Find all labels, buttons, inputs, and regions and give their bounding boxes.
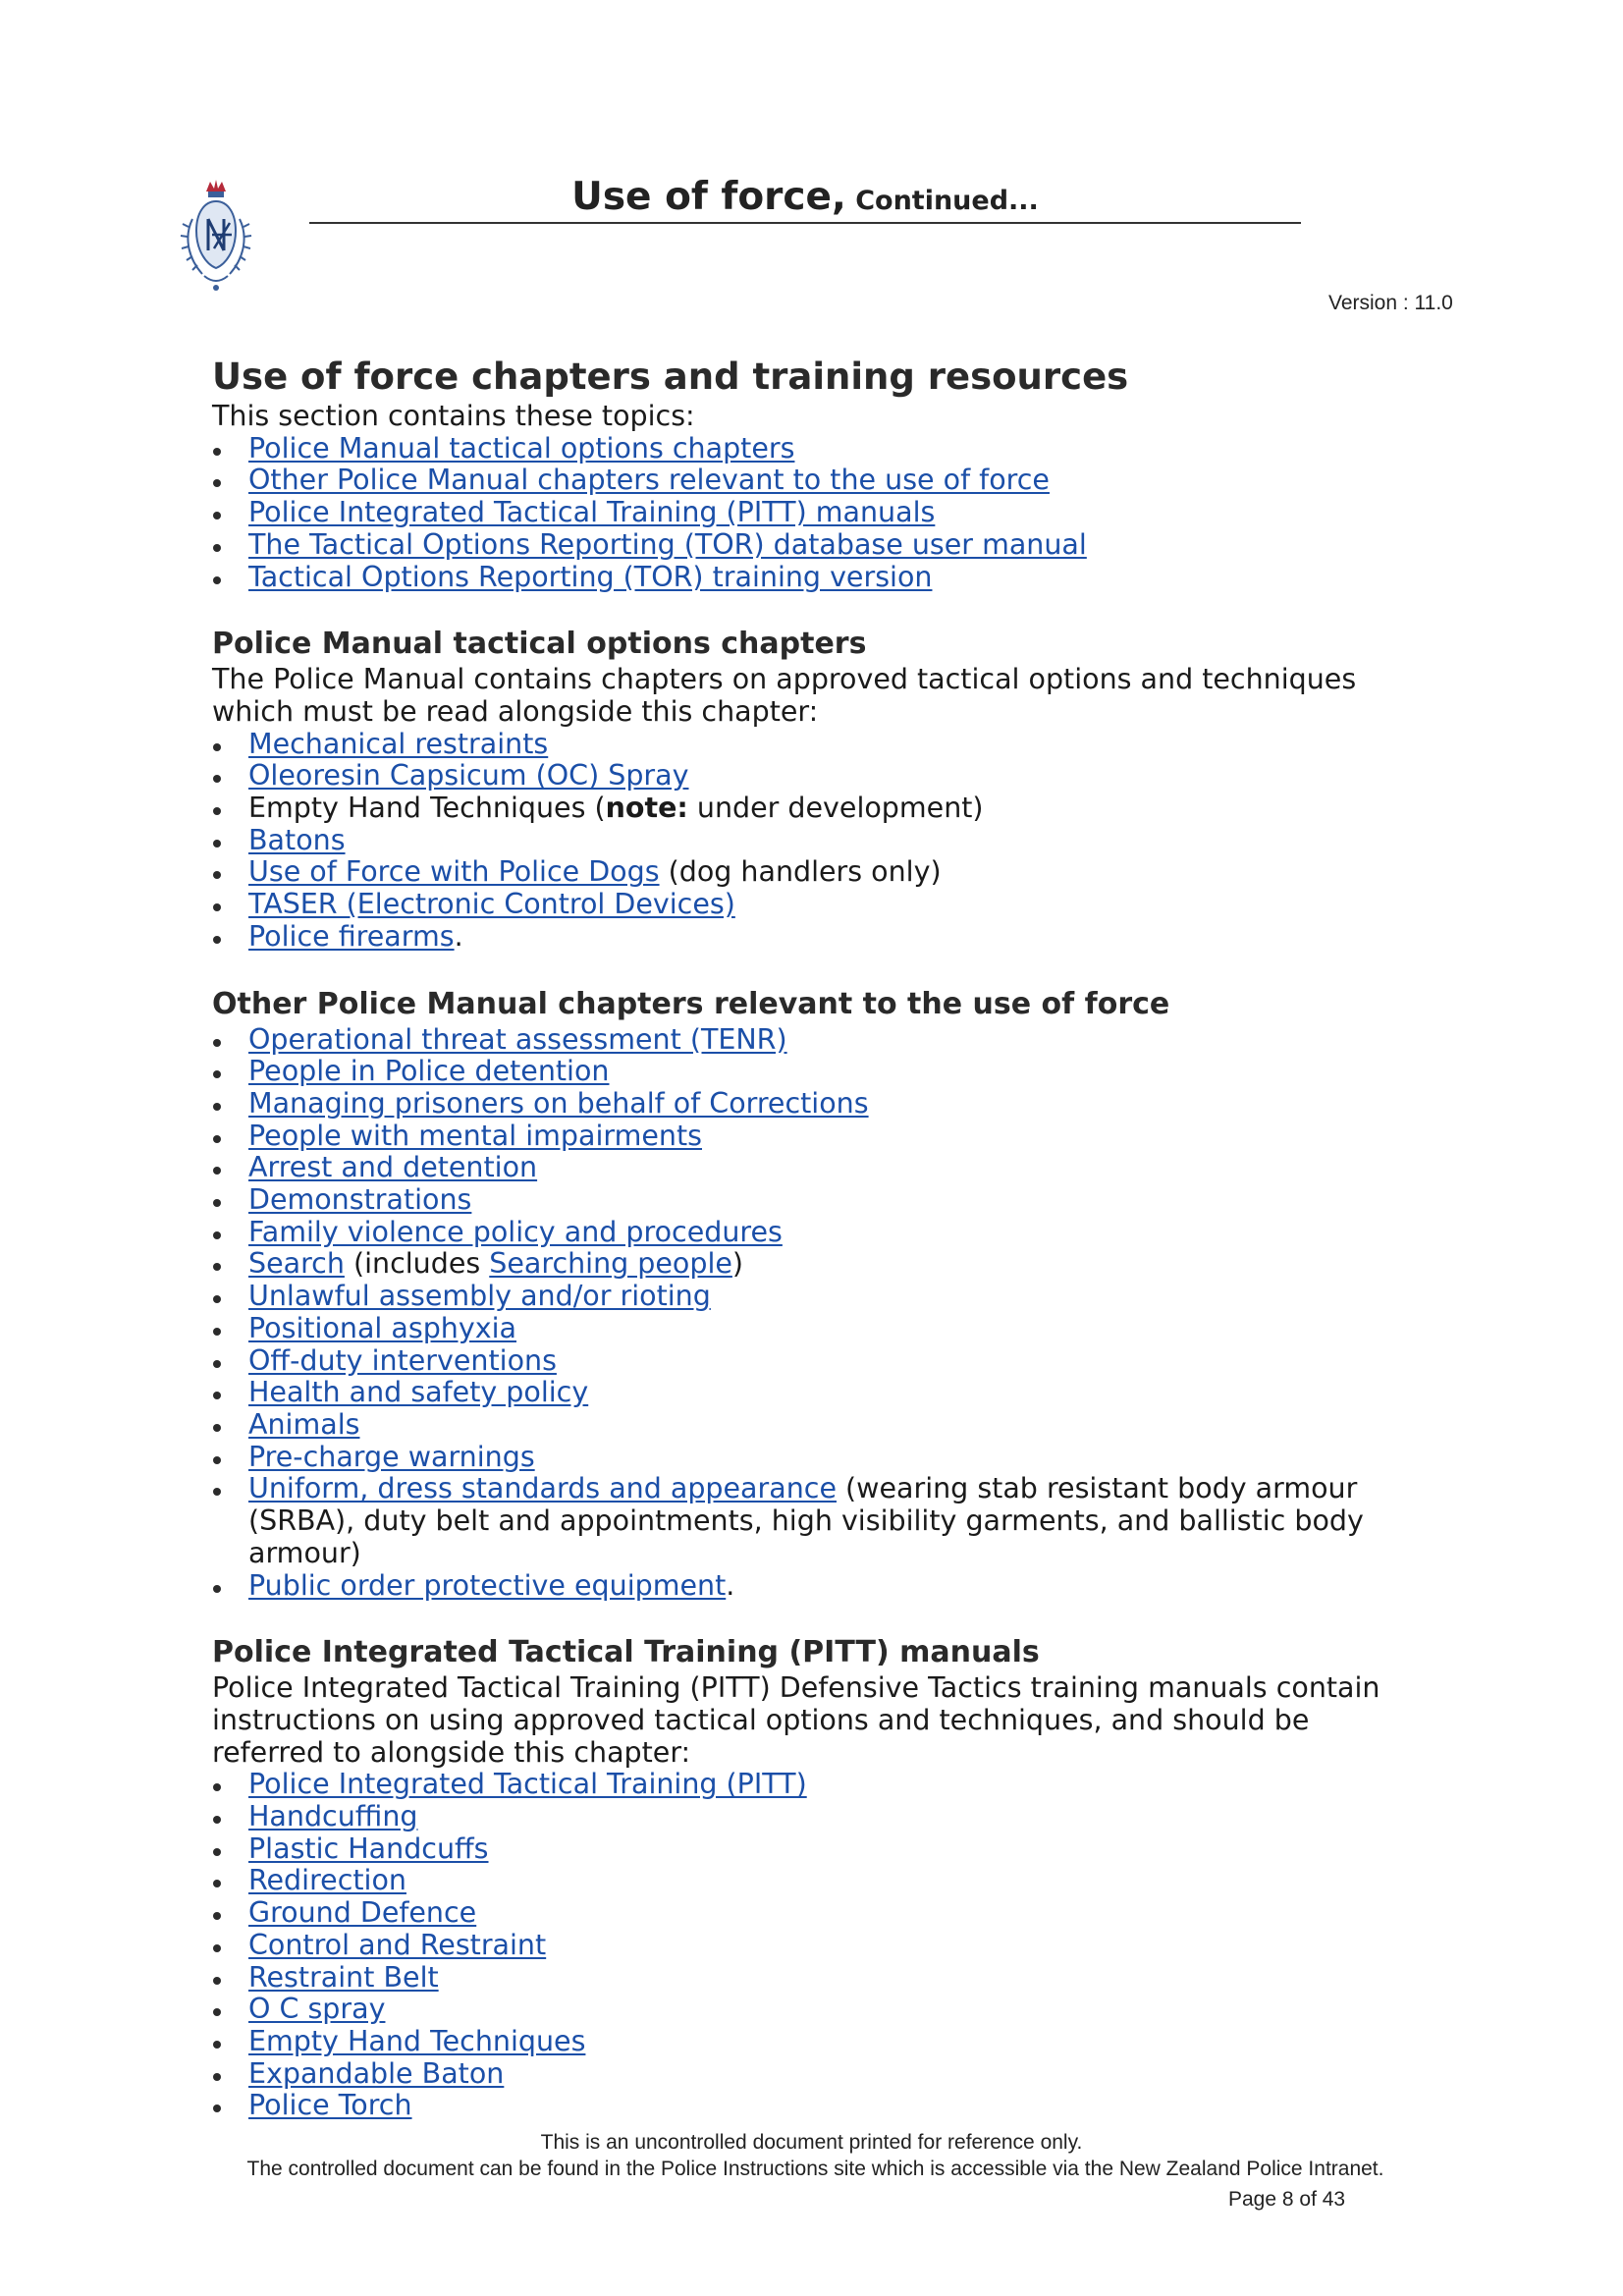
page-header-title xyxy=(309,175,1301,219)
page-footer xyxy=(0,2129,1623,2182)
pitt-list xyxy=(212,1769,1420,2122)
link-redirection[interactable]: Redirection xyxy=(248,1864,406,1897)
link-health-safety[interactable]: Health and safety policy xyxy=(248,1376,589,1409)
list-item xyxy=(212,889,1420,921)
list-item xyxy=(212,1217,1420,1249)
list-item xyxy=(212,2026,1420,2058)
link-batons[interactable]: Batons xyxy=(248,823,346,856)
period: . xyxy=(726,1568,735,1602)
list-item xyxy=(212,433,1420,465)
period: . xyxy=(454,919,463,953)
topic-link-tactical-options[interactable]: Police Manual tactical options chapters xyxy=(248,431,795,465)
list-item xyxy=(212,1184,1420,1217)
list-item xyxy=(212,497,1420,529)
list-item xyxy=(212,2058,1420,2091)
topics-list xyxy=(212,433,1420,594)
link-uniform-dress[interactable]: Uniform, dress standards and appearance xyxy=(248,1472,837,1505)
list-item xyxy=(212,1930,1420,1962)
link-police-dogs[interactable]: Use of Force with Police Dogs xyxy=(248,855,660,889)
pitt-intro: Police Integrated Tactical Training (PITT) Defensive Tactics training manuals contain instructions on using approved tactical options and techniques, and should be referred to alongside this chapter: xyxy=(212,1671,1380,1769)
list-item xyxy=(212,1962,1420,1995)
header-title-continued: Continued... xyxy=(845,186,1039,216)
list-item xyxy=(212,1281,1420,1313)
link-handcuffing[interactable]: Handcuffing xyxy=(248,1800,418,1833)
other-chapters-heading: Other Police Manual chapters relevant to the use of force xyxy=(212,986,1170,1021)
list-item xyxy=(212,1769,1420,1801)
footer-line-2: The controlled document can be found in the Police Instructions site which is accessible via the New Zealand Police Intranet. xyxy=(246,2158,1384,2180)
list-item xyxy=(212,1994,1420,2026)
section-title: Use of force chapters and training resources xyxy=(212,355,1129,398)
link-oc-spray-manual[interactable]: O C spray xyxy=(248,1993,386,2026)
list-item xyxy=(212,793,1420,825)
empty-hand-text: Empty Hand Techniques ( xyxy=(248,792,606,825)
list-item xyxy=(212,825,1420,857)
link-mental-impairments[interactable]: People with mental impairments xyxy=(248,1119,702,1152)
header-title-main: Use of force, xyxy=(571,175,846,219)
tactical-options-intro: The Police Manual contains chapters on approved tactical options and techniques which must be read alongside this chapter: xyxy=(212,663,1357,728)
list-item xyxy=(212,465,1420,497)
list-item xyxy=(212,1248,1420,1281)
link-threat-assessment[interactable]: Operational threat assessment (TENR) xyxy=(248,1022,787,1056)
link-unlawful-assembly[interactable]: Unlawful assembly and/or rioting xyxy=(248,1280,711,1313)
link-animals[interactable]: Animals xyxy=(248,1407,360,1441)
link-pre-charge-warnings[interactable]: Pre-charge warnings xyxy=(248,1440,535,1473)
list-item xyxy=(212,1570,1420,1603)
link-public-order-equipment[interactable]: Public order protective equipment xyxy=(248,1568,727,1602)
header-divider xyxy=(309,222,1301,224)
topic-link-other-chapters[interactable]: Other Police Manual chapters relevant to the use of force xyxy=(248,464,1050,497)
link-plastic-handcuffs[interactable]: Plastic Handcuffs xyxy=(248,1831,489,1865)
link-control-restraint[interactable]: Control and Restraint xyxy=(248,1928,547,1961)
page-number: Page 8 of 43 xyxy=(1228,2188,1346,2211)
list-item xyxy=(212,1833,1420,1866)
link-searching-people[interactable]: Searching people xyxy=(489,1247,732,1281)
list-item xyxy=(212,1121,1420,1153)
link-oc-spray[interactable]: Oleoresin Capsicum (OC) Spray xyxy=(248,759,689,793)
list-item xyxy=(212,1801,1420,1833)
list-item xyxy=(212,562,1420,594)
close-paren: ) xyxy=(731,1247,744,1281)
link-empty-hand-techniques[interactable]: Empty Hand Techniques xyxy=(248,2024,586,2057)
link-off-duty[interactable]: Off-duty interventions xyxy=(248,1343,557,1377)
list-item xyxy=(212,1024,1420,1057)
link-police-firearms[interactable]: Police firearms xyxy=(248,919,455,953)
topic-link-tor-database-manual[interactable]: The Tactical Options Reporting (TOR) database user manual xyxy=(248,527,1087,561)
list-item xyxy=(212,1409,1420,1442)
list-item xyxy=(212,1442,1420,1474)
link-police-torch[interactable]: Police Torch xyxy=(248,2089,412,2122)
tactical-options-list xyxy=(212,729,1420,954)
link-mechanical-restraints[interactable]: Mechanical restraints xyxy=(248,727,549,760)
search-includes: (includes xyxy=(344,1247,490,1281)
link-managing-prisoners[interactable]: Managing prisoners on behalf of Corrections xyxy=(248,1086,869,1120)
link-police-detention[interactable]: People in Police detention xyxy=(248,1055,610,1088)
uniform-note: (wearing stab resistant body armour (SRBA), duty belt and appointments, high visibility garments, and ballistic body armour) xyxy=(248,1472,1364,1569)
other-chapters-list xyxy=(212,1024,1420,1603)
link-restraint-belt[interactable]: Restraint Belt xyxy=(248,1960,439,1994)
list-item xyxy=(212,1897,1420,1930)
tactical-options-heading: Police Manual tactical options chapters xyxy=(212,627,867,662)
pitt-heading: Police Integrated Tactical Training (PITT) manuals xyxy=(212,1635,1040,1670)
list-item xyxy=(212,1865,1420,1897)
link-positional-asphyxia[interactable]: Positional asphyxia xyxy=(248,1311,516,1344)
nz-police-crest-logo xyxy=(175,180,257,296)
police-dogs-note: (dog handlers only) xyxy=(659,855,942,889)
section-intro: This section contains these topics: xyxy=(212,400,695,432)
list-item xyxy=(212,1152,1420,1184)
link-family-violence[interactable]: Family violence policy and procedures xyxy=(248,1215,783,1248)
link-search[interactable]: Search xyxy=(248,1247,345,1281)
empty-hand-rest: under development) xyxy=(687,792,984,825)
list-item xyxy=(212,1377,1420,1409)
topic-link-tor-training[interactable]: Tactical Options Reporting (TOR) training version xyxy=(248,560,933,593)
link-arrest-detention[interactable]: Arrest and detention xyxy=(248,1151,538,1184)
version-label: Version : 11.0 xyxy=(1328,292,1453,314)
list-item xyxy=(212,529,1420,562)
link-demonstrations[interactable]: Demonstrations xyxy=(248,1183,472,1217)
list-item xyxy=(212,1056,1420,1088)
list-item xyxy=(212,1345,1420,1378)
list-item xyxy=(212,729,1420,761)
list-item xyxy=(212,2090,1420,2122)
note-label: note: xyxy=(605,792,688,825)
list-item xyxy=(212,760,1420,793)
list-item xyxy=(212,1473,1420,1569)
footer-line-1: This is an uncontrolled document printed for reference only. xyxy=(540,2131,1083,2154)
list-item xyxy=(212,856,1420,889)
link-expandable-baton[interactable]: Expandable Baton xyxy=(248,2056,505,2090)
topic-link-pitt-manuals[interactable]: Police Integrated Tactical Training (PITT) manuals xyxy=(248,496,936,529)
list-item xyxy=(212,921,1420,954)
link-ground-defence[interactable]: Ground Defence xyxy=(248,1896,477,1930)
list-item xyxy=(212,1088,1420,1121)
document-body xyxy=(212,354,1420,2122)
list-item xyxy=(212,1313,1420,1345)
link-pitt[interactable]: Police Integrated Tactical Training (PITT) xyxy=(248,1768,807,1801)
link-taser[interactable]: TASER (Electronic Control Devices) xyxy=(248,888,735,921)
